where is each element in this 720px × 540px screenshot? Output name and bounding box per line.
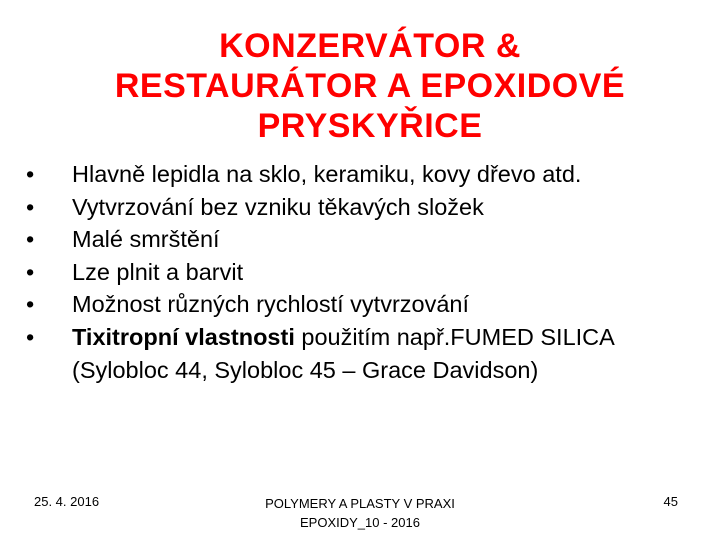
bullet-text: Hlavně lepidla na sklo, keramiku, kovy dřevo atd. — [72, 161, 582, 187]
bullet-list — [26, 158, 696, 386]
title-line-3: PRYSKYŘICE — [257, 107, 483, 145]
title-line-1: KONZERVÁTOR & — [219, 27, 521, 65]
bullet-item — [26, 191, 696, 224]
bullet-icon: • — [26, 161, 35, 187]
footer-center-line-1: POLYMERY A PLASTY V PRAXI — [265, 496, 455, 511]
bullet-icon: • — [26, 226, 35, 253]
bullet-item — [26, 321, 696, 386]
bullet-item — [26, 256, 696, 289]
bullet-icon: • — [26, 323, 35, 350]
bullet-text: Lze plnit a barvit — [72, 258, 244, 285]
bullet-text: Vytvrzování bez vzniku těkavých složek — [72, 193, 484, 220]
footer-date: 25. 4. 2016 — [34, 494, 100, 509]
bullet-item — [26, 223, 696, 256]
slide-title — [60, 26, 680, 146]
bullet-bold-text: Tixitropní vlastnosti — [72, 323, 295, 350]
bullet-icon: • — [26, 193, 35, 220]
bullet-icon: • — [26, 258, 35, 285]
page-number: 45 — [663, 494, 678, 509]
bullet-item — [26, 158, 696, 191]
footer-center-line-2: EPOXIDY_10 - 2016 — [300, 515, 420, 530]
bullet-item — [26, 288, 696, 321]
title-line-2: RESTAURÁTOR A EPOXIDOVÉ — [114, 67, 626, 105]
bullet-text: Možnost různých rychlostí vytvrzování — [72, 291, 470, 318]
bullet-icon: • — [26, 291, 35, 318]
bullet-text: Malé smrštění — [72, 226, 220, 253]
bullet-text: použitím např.FUMED SILICA (Sylobloc 44, Sylobloc 45 – Grace Davidson) — [72, 323, 614, 383]
footer-center — [200, 494, 520, 532]
